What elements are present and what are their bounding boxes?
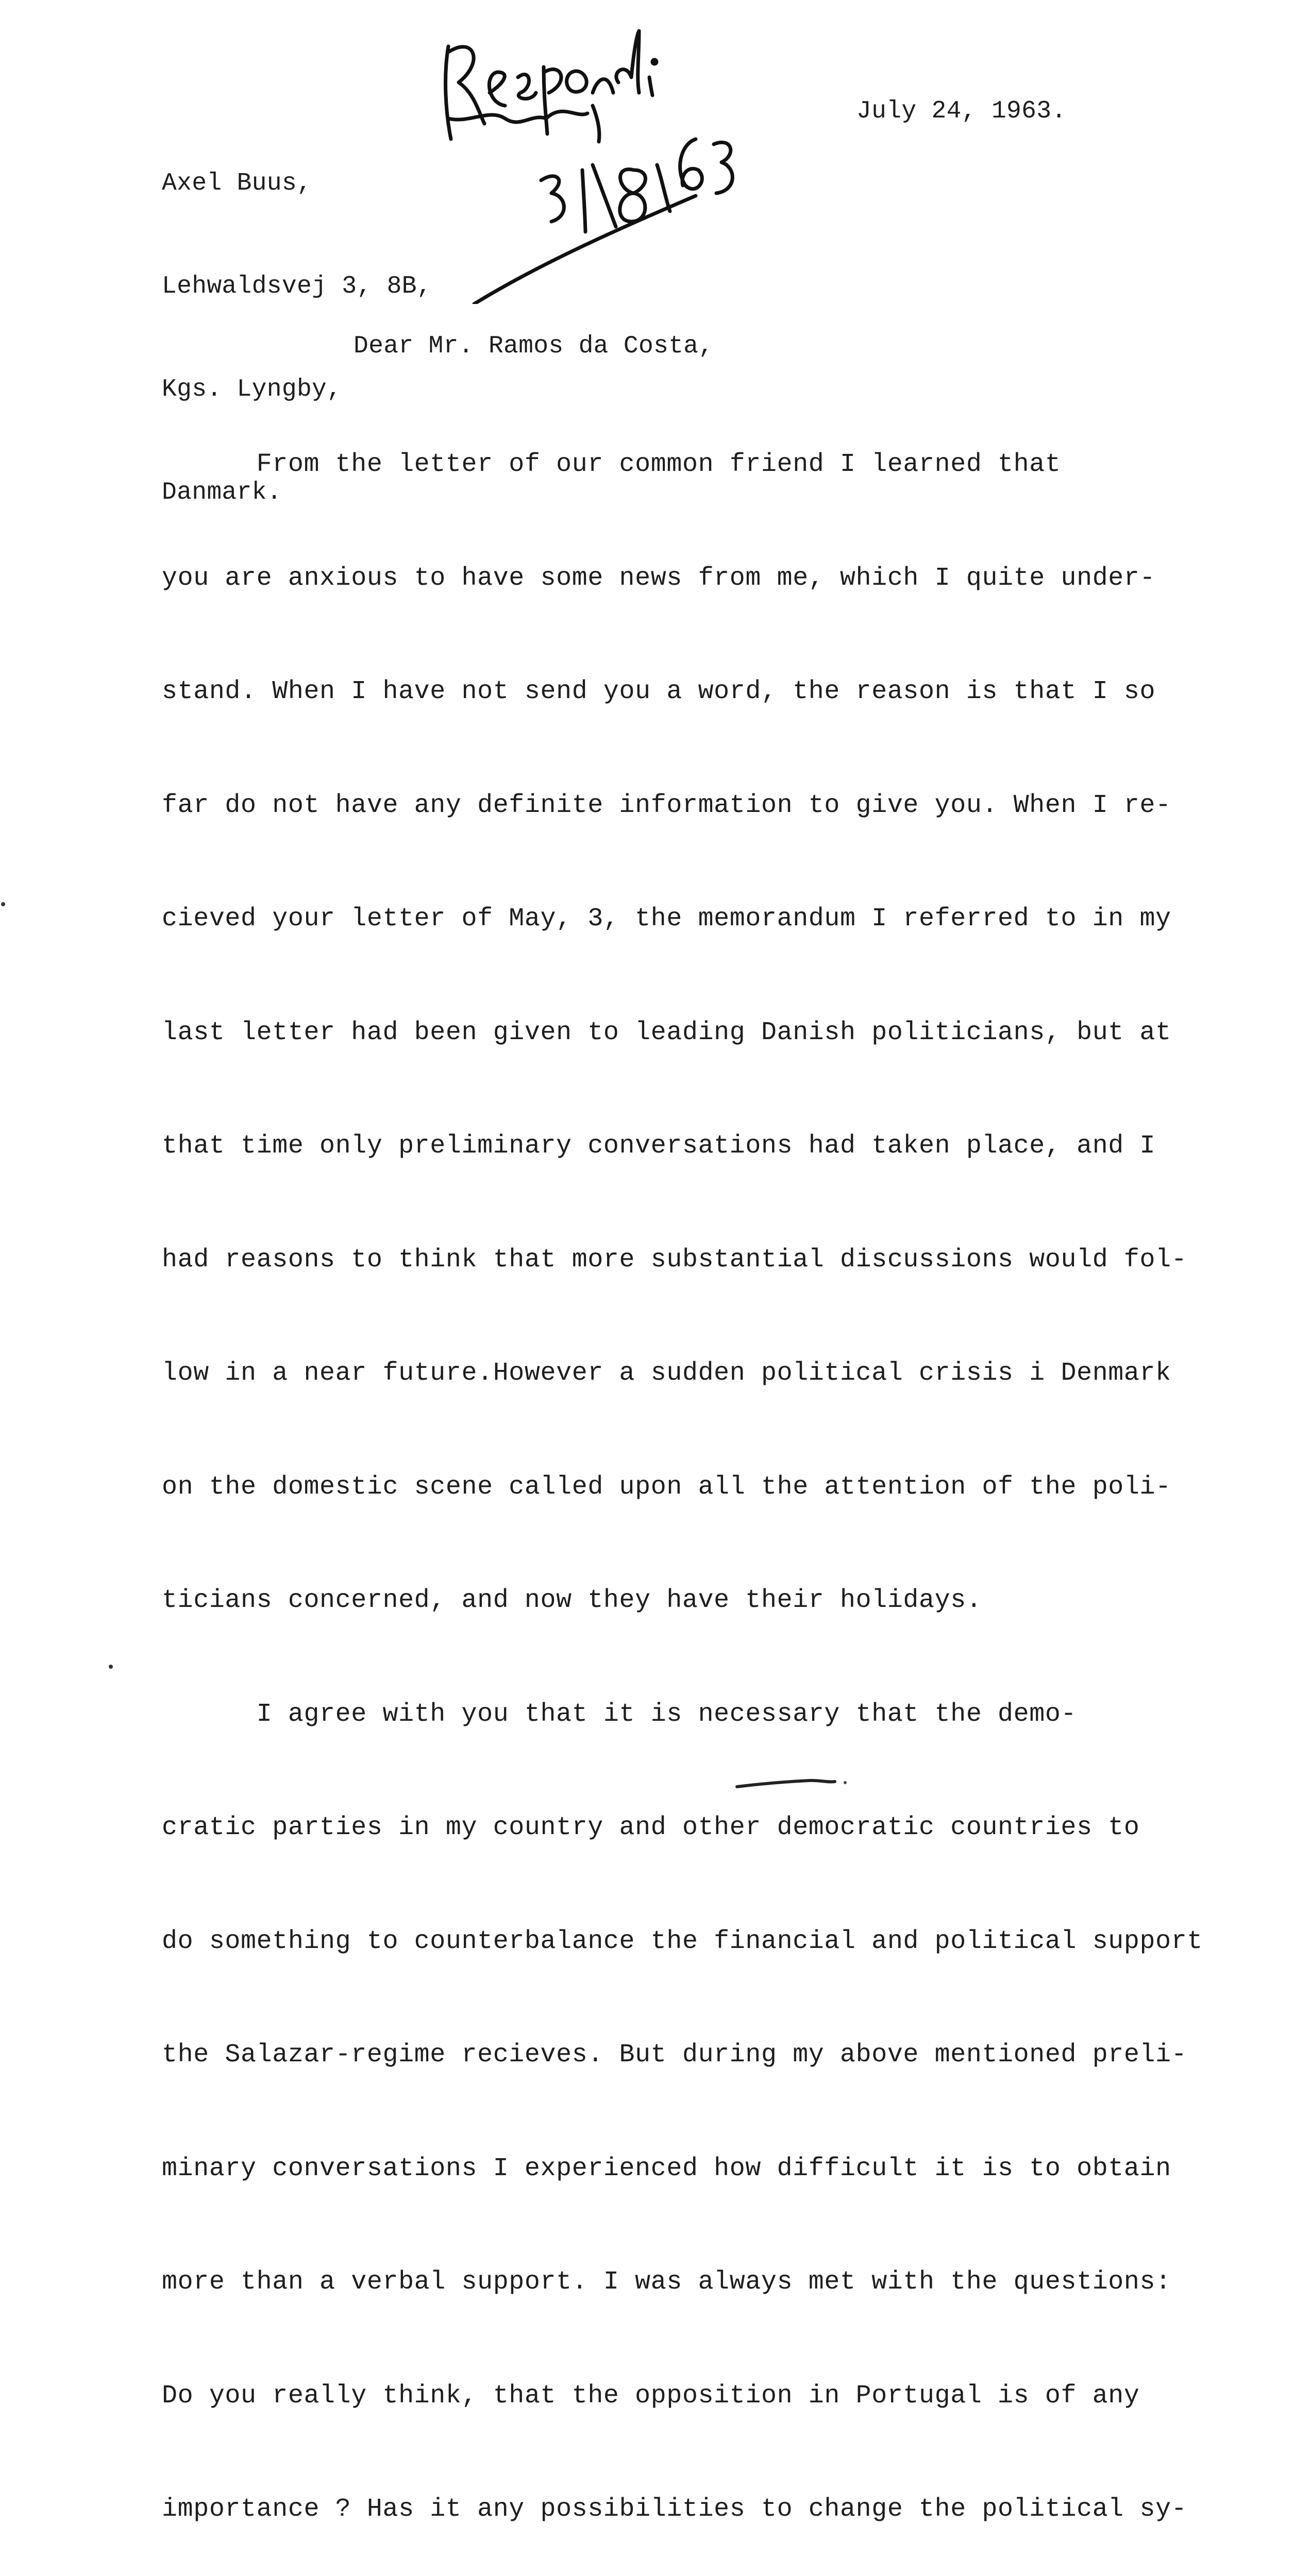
body-line: far do not have any definite information to give you. When I re-	[162, 790, 1171, 820]
body-line: Do you really think, that the opposition in Portugal is of any	[162, 2381, 1140, 2411]
margin-dot-mark	[106, 1662, 116, 1672]
body-line: stand. When I have not send you a word, the reason is that I so	[162, 677, 1156, 706]
handwritten-annotation	[428, 15, 747, 304]
body-line: importance ? Has it any possibilities to change the political sy-	[162, 2495, 1187, 2524]
body-line: do something to counterbalance the financial and political support	[162, 1926, 1203, 1956]
sender-city: Kgs. Lyngby,	[162, 376, 342, 403]
body-line: minary conversations I experienced how difficult it is to obtain	[162, 2154, 1171, 2183]
body-line: that time only preliminary conversations had taken place, and I	[162, 1131, 1156, 1161]
body-line: on the domestic scene called upon all the attention of the poli-	[162, 1472, 1171, 1502]
body-line: low in a near future.However a sudden political crisis i Denmark	[162, 1359, 1171, 1388]
sender-name: Axel Buus,	[162, 170, 312, 197]
body-line: cieved your letter of May, 3, the memorandum I referred to in my	[162, 904, 1171, 934]
sender-street: Lehwaldsvej 3, 8B,	[162, 273, 432, 300]
letter-body	[162, 377, 1244, 2576]
body-line: had reasons to think that more substantial discussions would fol-	[162, 1245, 1187, 1275]
body-line: more than a verbal support. I was always met with the questions:	[162, 2267, 1171, 2297]
body-line: the Salazar-regime recieves. But during my above mentioned preli-	[162, 2040, 1187, 2070]
salutation: Dear Mr. Ramos da Costa,	[354, 332, 714, 360]
body-line: From the letter of our common friend I learned that	[162, 450, 1061, 479]
letter-date: July 24, 1963.	[856, 97, 1067, 125]
body-line: cratic parties in my country and other democratic countries to	[162, 1813, 1140, 1842]
body-line: ticians concerned, and now they have their holidays.	[162, 1586, 982, 1615]
bottom-dash-mark	[732, 1772, 855, 1793]
body-line: last letter had been given to leading Danish politicians, but at	[162, 1018, 1171, 1047]
body-line: I agree with you that it is necessary that the demo-	[162, 1699, 1077, 1729]
sender-country: Danmark.	[162, 479, 282, 506]
margin-dot-mark	[0, 896, 10, 912]
body-line: you are anxious to have some news from me, which I quite under-	[162, 563, 1156, 593]
